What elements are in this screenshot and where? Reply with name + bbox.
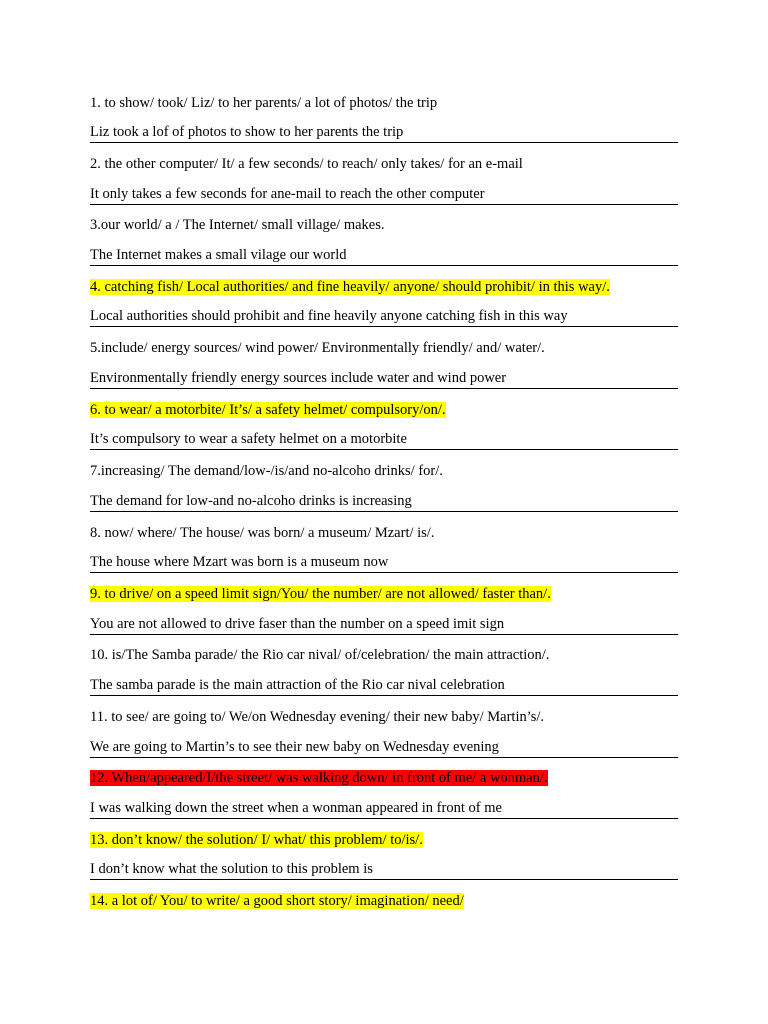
prompt-2-text: 2. the other computer/ It/ a few seconds/ to reach/ only takes/ for an e-mail: [90, 156, 523, 172]
prompt-11-text: 11. to see/ are going to/ We/on Wednesday evening/ their new baby/ Martin’s/.: [90, 709, 545, 725]
answer-8: The house where Mzart was born is a museum now: [90, 553, 678, 573]
answer-3: The Internet makes a small vilage our world: [90, 246, 678, 266]
answer-2: It only takes a few seconds for ane-mail to reach the other computer: [90, 185, 678, 205]
prompt-7: [90, 462, 443, 480]
answer-1: Liz took a lof of photos to show to her parents the trip: [90, 123, 678, 143]
prompt-13-text: 13. don’t know/ the solution/ I/ what/ this problem/ to/is/.: [90, 832, 423, 848]
answer-12: I was walking down the street when a wonman appeared in front of me: [90, 799, 678, 819]
prompt-4-text: 4. catching fish/ Local authorities/ and fine heavily/ anyone/ should prohibit/ in this way/.: [90, 279, 610, 295]
prompt-8: [90, 524, 434, 542]
prompt-14-text: 14. a lot of/ You/ to write/ a good short story/ imagination/ need/: [90, 893, 464, 909]
prompt-1: [90, 94, 437, 112]
prompt-5: [90, 339, 545, 357]
prompt-10: [90, 646, 549, 664]
prompt-3-text: 3.our world/ a / The Internet/ small village/ makes.: [90, 217, 385, 233]
answer-13: I don’t know what the solution to this problem is: [90, 860, 678, 880]
prompt-12: [90, 769, 548, 787]
answer-7: The demand for low-and no-alcoho drinks is increasing: [90, 492, 678, 512]
answer-4: Local authorities should prohibit and fine heavily anyone catching fish in this way: [90, 307, 678, 327]
prompt-5-text: 5.include/ energy sources/ wind power/ Environmentally friendly/ and/ water/.: [90, 340, 545, 356]
prompt-7-text: 7.increasing/ The demand/low-/is/and no-alcoho drinks/ for/.: [90, 463, 443, 479]
prompt-11: [90, 708, 544, 726]
answer-9: You are not allowed to drive faser than the number on a speed imit sign: [90, 615, 678, 635]
prompt-6: [90, 401, 446, 419]
prompt-9: [90, 585, 551, 603]
prompt-6-text: 6. to wear/ a motorbite/ It’s/ a safety helmet/ compulsory/on/.: [90, 402, 446, 418]
prompt-12-text: 12. When/appeared/I/the street/ was walking down/ in front of me/ a wonman/.: [90, 770, 548, 786]
prompt-2: [90, 155, 523, 173]
prompt-9-text: 9. to drive/ on a speed limit sign/You/ the number/ are not allowed/ faster than/.: [90, 586, 551, 602]
prompt-1-text: 1. to show/ took/ Liz/ to her parents/ a lot of photos/ the trip: [90, 95, 438, 111]
prompt-8-text: 8. now/ where/ The house/ was born/ a museum/ Mzart/ is/.: [90, 525, 435, 541]
prompt-14: [90, 892, 464, 910]
answer-11: We are going to Martin’s to see their new baby on Wednesday evening: [90, 738, 678, 758]
prompt-4: [90, 278, 610, 296]
prompt-13: [90, 831, 423, 849]
prompt-3: [90, 216, 385, 234]
answer-6: It’s compulsory to wear a safety helmet on a motorbite: [90, 430, 678, 450]
answer-5: Environmentally friendly energy sources include water and wind power: [90, 369, 678, 389]
prompt-10-text: 10. is/The Samba parade/ the Rio car nival/ of/celebration/ the main attraction/.: [90, 647, 550, 663]
answer-10: The samba parade is the main attraction of the Rio car nival celebration: [90, 676, 678, 696]
